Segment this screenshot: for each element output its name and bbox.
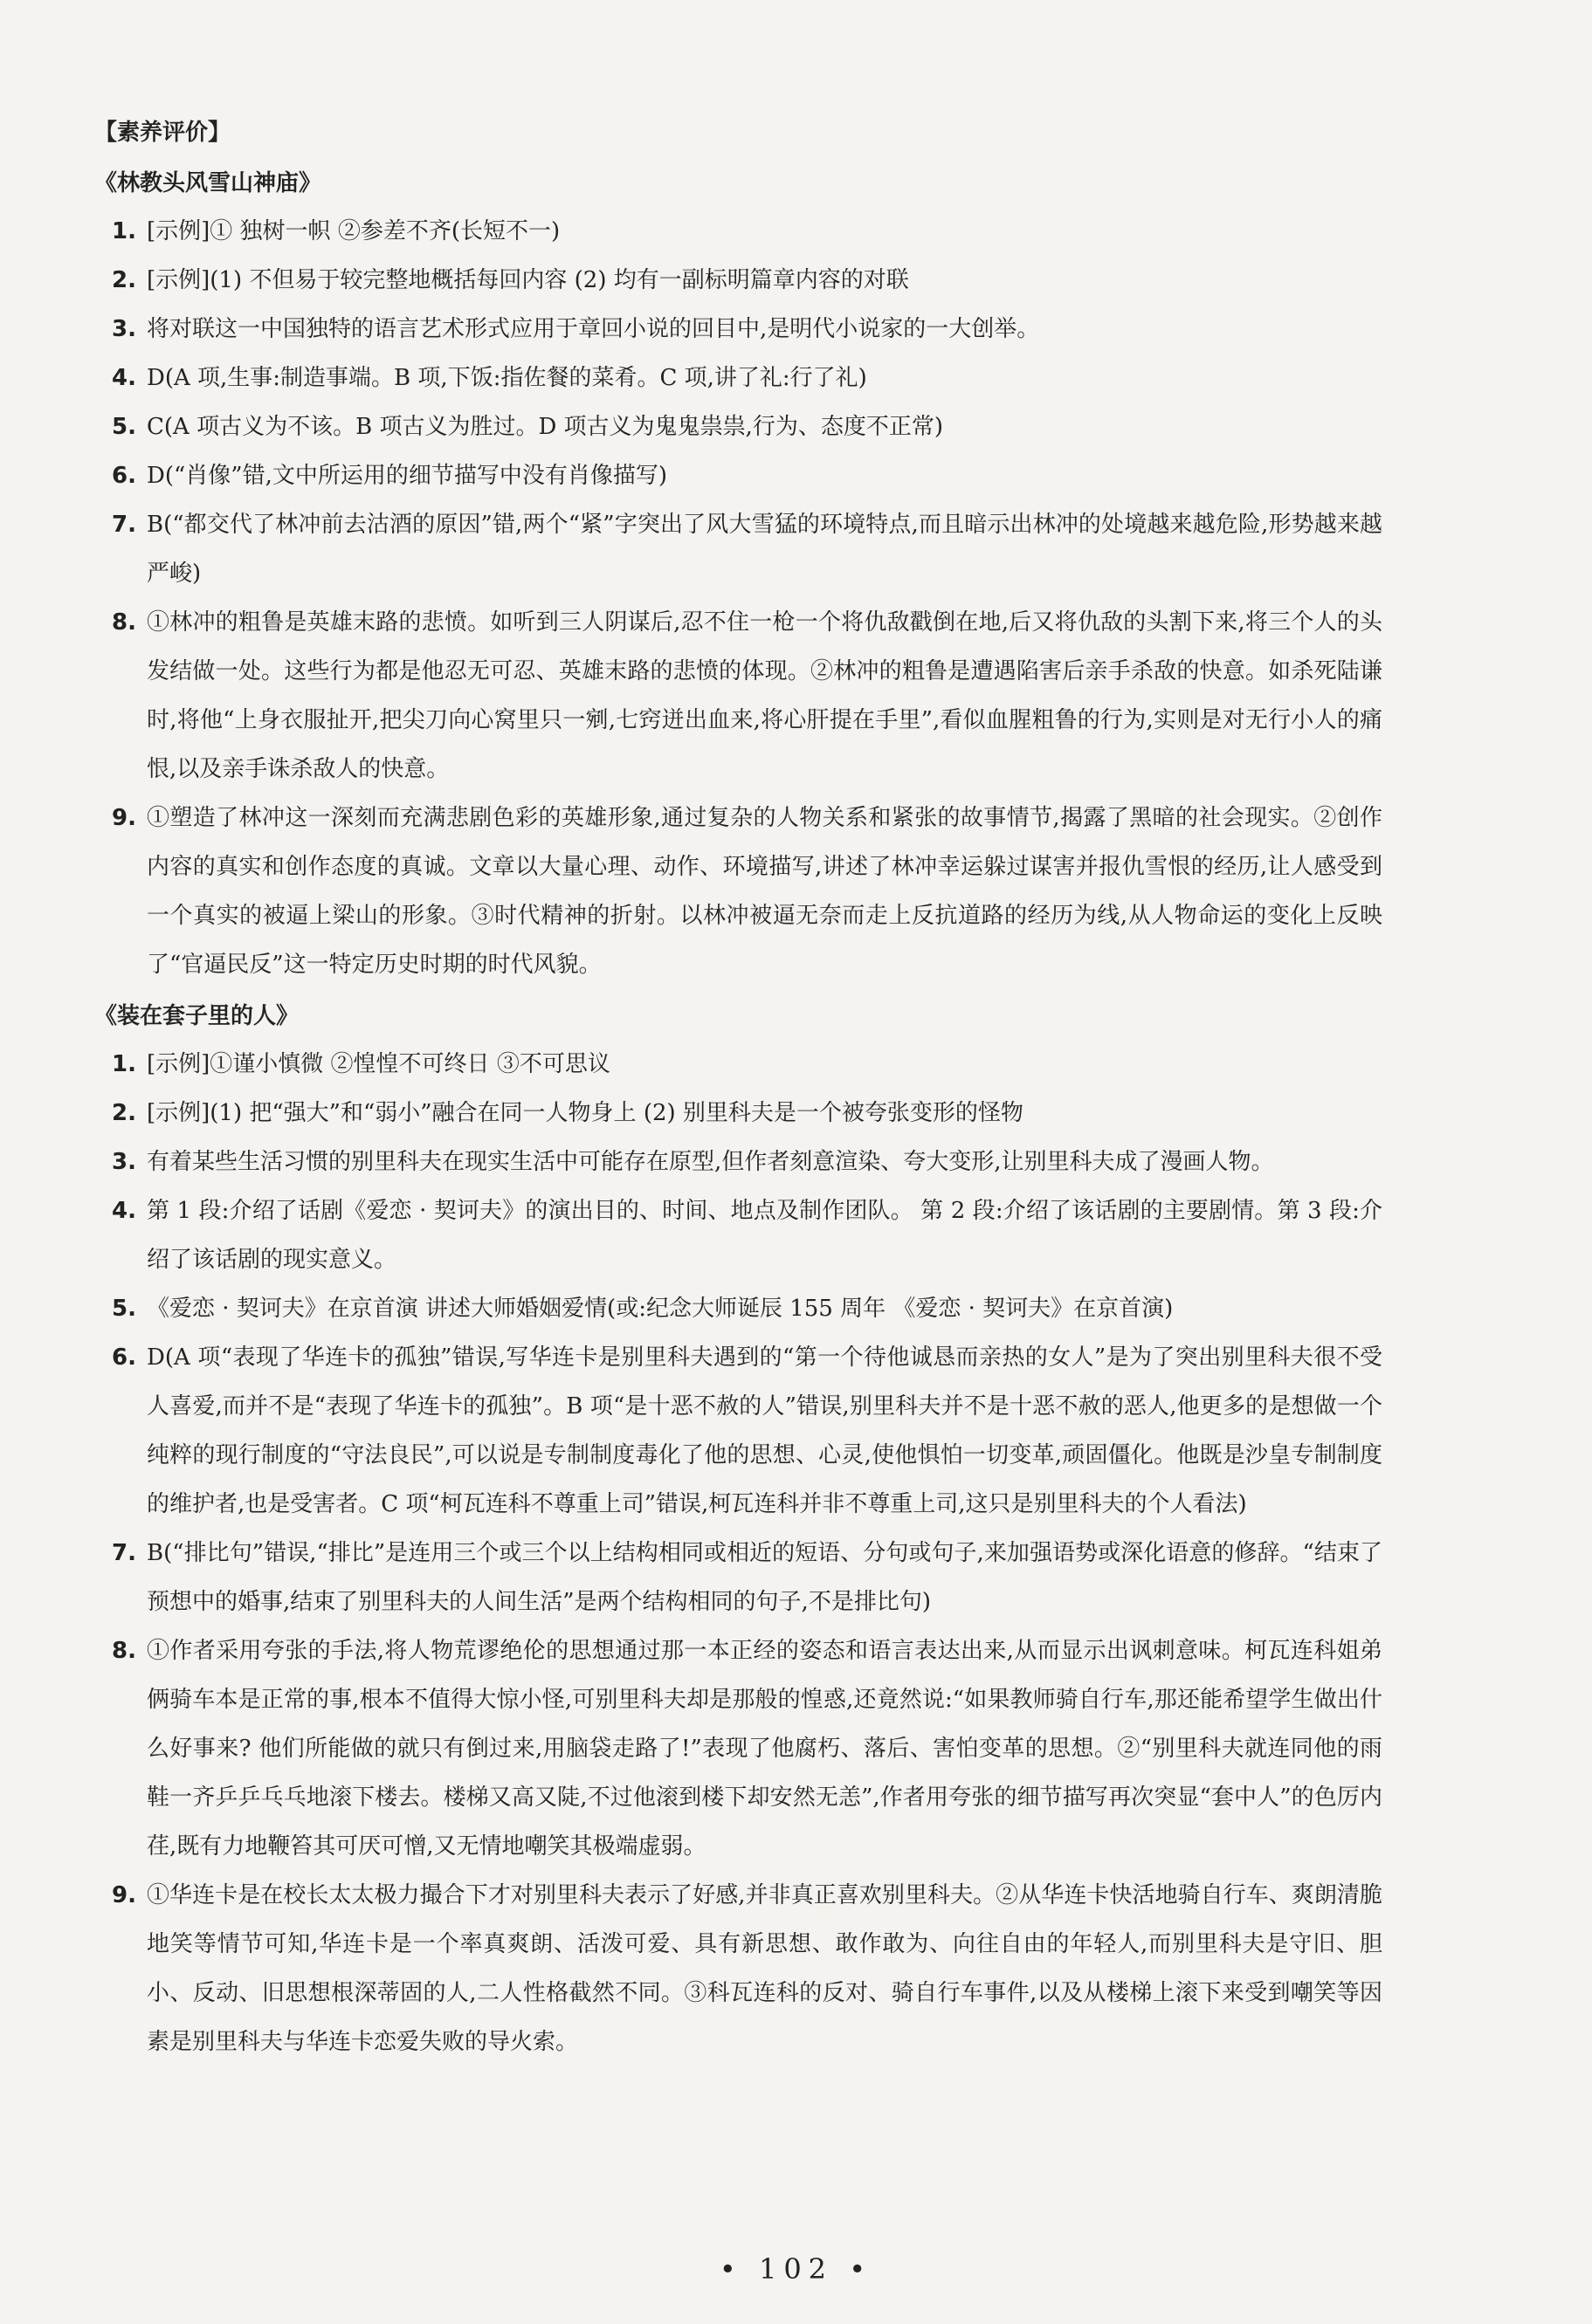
section-taozi: [94, 993, 1382, 2066]
answer-item: [94, 1040, 1382, 1089]
answer-item: [94, 1089, 1382, 1138]
item-number: 1.: [112, 218, 136, 244]
item-number: 2.: [112, 1100, 136, 1126]
item-text: 有着某些生活习惯的别里科夫在现实生活中可能存在原型,但作者刻意渲染、夸大变形,让别里科夫成了漫画人物。: [147, 1149, 1274, 1175]
item-text: 将对联这一中国独特的语言艺术形式应用于章回小说的回目中,是明代小说家的一大创举。: [147, 316, 1040, 342]
answer-item: [94, 1871, 1382, 2066]
answer-item: [94, 1529, 1382, 1626]
item-text: ①作者采用夸张的手法,将人物荒谬绝伦的思想通过那一本正经的姿态和语言表达出来,从而显示出讽刺意味。柯瓦连科姐弟俩骑车本是正常的事,根本不值得大惊小怪,可别里科夫却是那般的惶惑,还竟然说:“如果教师骑自行车,那还能希望学生做出什么好事来? 他们所能做的就只有倒过来,用脑袋走路了!”表现了他腐朽、落后、害怕变革的思想。②“别里科夫就连同他的雨鞋一齐乒乒乓乓地滚下楼去。楼梯又高又陡,不过他滚到楼下却安然无恙”,作者用夸张的细节描写再次突显“套中人”的色厉内荏,既有力地鞭笞其可厌可憎,又无情地嘲笑其极端虚弱。: [147, 1638, 1382, 1860]
item-text: B(“都交代了林冲前去沽酒的原因”错,两个“紧”字突出了风大雪猛的环境特点,而且暗示出林冲的处境越来越危险,形势越来越严峻): [147, 512, 1382, 587]
item-number: 5.: [112, 1296, 136, 1322]
item-text: [示例](1) 不但易于较完整地概括每回内容 (2) 均有一副标明篇章内容的对联: [147, 267, 909, 293]
block-title: 【素养评价】: [94, 120, 231, 146]
answer-item: [94, 1284, 1382, 1333]
item-text: ①华连卡是在校长太太极力撮合下才对别里科夫表示了好感,并非真正喜欢别里科夫。②从华连卡快活地骑自行车、爽朗清脆地笑等情节可知,华连卡是一个率真爽朗、活泼可爱、具有新思想、敢作敢为、向往自由的年轻人,而别里科夫是守旧、胆小、反动、旧思想根深蒂固的人,二人性格截然不同。③科瓦连科的反对、骑自行车事件,以及从楼梯上滚下来受到嘲笑等因素是别里科夫与华连卡恋爱失败的导火索。: [147, 1882, 1382, 2055]
answer-item: [94, 1626, 1382, 1871]
item-text: B(“排比句”错误,“排比”是连用三个或三个以上结构相同或相近的短语、分句或句子,来加强语势或深化语意的修辞。“结束了预想中的婚事,结束了别里科夫的人间生活”是两个结构相同的句子,不是排比句): [147, 1540, 1382, 1615]
item-text: [示例]① 独树一帜 ②参差不齐(长短不一): [147, 218, 561, 244]
section-title: 《装在套子里的人》: [94, 1003, 300, 1029]
answer-item: [94, 305, 1382, 354]
page-number: • 102 •: [719, 2252, 873, 2286]
answer-item: [94, 794, 1382, 989]
item-text: C(A 项古义为不该。B 项古义为胜过。D 项古义为鬼鬼祟祟,行为、态度不正常): [147, 414, 943, 440]
item-number: 5.: [112, 414, 136, 440]
item-number: 3.: [112, 316, 136, 342]
answer-item: [94, 1333, 1382, 1529]
item-text: D(“肖像”错,文中所运用的细节描写中没有肖像描写): [147, 463, 667, 489]
item-number: 7.: [112, 1540, 136, 1566]
item-text: 《爱恋 · 契诃夫》在京首演 讲述大师婚姻爱情(或:纪念大师诞辰 155 周年 《爱恋 · 契诃夫》在京首演): [147, 1296, 1174, 1322]
item-text: 第 1 段:介绍了话剧《爱恋 · 契诃夫》的演出目的、时间、地点及制作团队。 第 2 段:介绍了该话剧的主要剧情。第 3 段:介绍了该话剧的现实意义。: [147, 1198, 1382, 1273]
item-number: 4.: [112, 365, 136, 391]
item-text: ①林冲的粗鲁是英雄末路的悲愤。如听到三人阴谋后,忍不住一枪一个将仇敌戳倒在地,后又将仇敌的头割下来,将三个人的头发结做一处。这些行为都是他忍无可忍、英雄末路的悲愤的体现。②林冲的粗鲁是遭遇陷害后亲手杀敌的快意。如杀死陆谦时,将他“上身衣服扯开,把尖刀向心窝里只一剜,七窍迸出血来,将心肝提在手里”,看似血腥粗鲁的行为,实则是对无行小人的痛恨,以及亲手诛杀敌人的快意。: [147, 609, 1382, 782]
answer-item: [94, 598, 1382, 794]
item-number: 3.: [112, 1149, 136, 1175]
item-number: 6.: [112, 1344, 136, 1371]
answer-item: [94, 1186, 1382, 1284]
answer-item: [94, 1138, 1382, 1186]
answer-item: [94, 402, 1382, 451]
item-text: [示例](1) 把“强大”和“弱小”融合在同一人物身上 (2) 别里科夫是一个被夸张变形的怪物: [147, 1100, 1023, 1126]
item-text: D(A 项,生事:制造事端。B 项,下饭:指佐餐的菜肴。C 项,讲了礼:行了礼): [147, 365, 867, 391]
item-text: D(A 项“表现了华连卡的孤独”错误,写华连卡是别里科夫遇到的“第一个待他诚恳而亲热的女人”是为了突出别里科夫很不受人喜爱,而并不是“表现了华连卡的孤独”。B 项“是十恶不赦的人”错误,别里科夫并不是十恶不赦的恶人,他更多的是想做一个纯粹的现行制度的“守法良民”,可以说是专制制度毒化了他的思想、心灵,使他惧怕一切变革,顽固僵化。他既是沙皇专制制度的维护者,也是受害者。C 项“柯瓦连科不尊重上司”错误,柯瓦连科并非不尊重上司,这只是别里科夫的个人看法): [147, 1344, 1382, 1517]
item-number: 6.: [112, 463, 136, 489]
answer-item: [94, 354, 1382, 402]
answer-item: [94, 256, 1382, 305]
item-number: 8.: [112, 1638, 136, 1664]
item-text: ①塑造了林冲这一深刻而充满悲剧色彩的英雄形象,通过复杂的人物关系和紧张的故事情节,揭露了黑暗的社会现实。②创作内容的真实和创作态度的真诚。文章以大量心理、动作、环境描写,讲述了林冲幸运躲过谋害并报仇雪恨的经历,让人感受到一个真实的被逼上梁山的形象。③时代精神的折射。以林冲被逼无奈而走上反抗道路的经历为线,从人物命运的变化上反映了“官逼民反”这一特定历史时期的时代风貌。: [147, 805, 1382, 978]
item-number: 1.: [112, 1051, 136, 1077]
answer-item: [94, 207, 1382, 256]
answer-item: [94, 500, 1382, 598]
item-number: 9.: [112, 805, 136, 831]
item-number: 9.: [112, 1882, 136, 1908]
item-text: [示例]①谨小慎微 ②惶惶不可终日 ③不可思议: [147, 1051, 610, 1077]
item-number: 8.: [112, 609, 136, 636]
section-title: 《林教头风雪山神庙》: [94, 170, 322, 196]
item-number: 2.: [112, 267, 136, 293]
item-number: 7.: [112, 512, 136, 538]
item-number: 4.: [112, 1198, 136, 1224]
section-lin-jiaotou: [94, 160, 1382, 989]
answer-item: [94, 451, 1382, 500]
